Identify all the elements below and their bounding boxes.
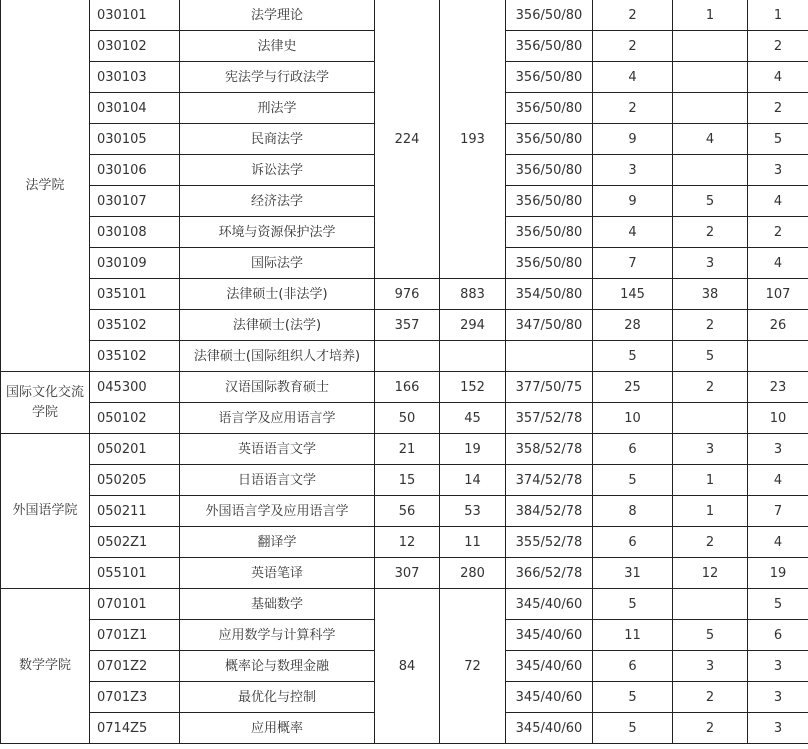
- major-name-cell: 基础数学: [180, 589, 375, 620]
- major-code-cell: 0701Z1: [90, 620, 180, 651]
- admitted-count-cell: 4: [593, 217, 673, 248]
- admitted-count-cell: 6: [593, 651, 673, 682]
- recommended-cell: 19: [440, 434, 506, 465]
- first-choice-cell: 1: [673, 496, 748, 527]
- recommended-cell: [440, 341, 506, 372]
- score-line-cell: 374/52/78: [506, 465, 593, 496]
- adjusted-count-cell: 3: [748, 434, 808, 465]
- major-code-cell: 030106: [90, 155, 180, 186]
- admitted-count-cell: 5: [593, 589, 673, 620]
- score-line-cell: 345/40/60: [506, 589, 593, 620]
- first-choice-cell: 2: [673, 713, 748, 744]
- score-line-cell: 345/40/60: [506, 713, 593, 744]
- first-choice-cell: 5: [673, 620, 748, 651]
- table-row: [1, 558, 808, 589]
- recommended-cell: 72: [440, 589, 506, 744]
- recommended-cell: 11: [440, 527, 506, 558]
- score-line-cell: 345/40/60: [506, 620, 593, 651]
- quota-cell: 224: [375, 0, 440, 279]
- major-name-cell: 翻译学: [180, 527, 375, 558]
- major-name-cell: 法律硕士(非法学): [180, 279, 375, 310]
- adjusted-count-cell: 4: [748, 527, 808, 558]
- score-line-cell: 358/52/78: [506, 434, 593, 465]
- admitted-count-cell: 5: [593, 682, 673, 713]
- first-choice-cell: 1: [673, 465, 748, 496]
- major-code-cell: 050201: [90, 434, 180, 465]
- admitted-count-cell: 31: [593, 558, 673, 589]
- quota-cell: 84: [375, 589, 440, 744]
- recommended-cell: 152: [440, 372, 506, 403]
- major-code-cell: 030109: [90, 248, 180, 279]
- major-code-cell: 070101: [90, 589, 180, 620]
- major-code-cell: 045300: [90, 372, 180, 403]
- adjusted-count-cell: 4: [748, 186, 808, 217]
- admitted-count-cell: 2: [593, 0, 673, 31]
- quota-cell: [375, 341, 440, 372]
- score-line-cell: 377/50/75: [506, 372, 593, 403]
- major-name-cell: 汉语国际教育硕士: [180, 372, 375, 403]
- score-line-cell: 366/52/78: [506, 558, 593, 589]
- major-name-cell: 语言学及应用语言学: [180, 403, 375, 434]
- admitted-count-cell: 25: [593, 372, 673, 403]
- major-name-cell: 最优化与控制: [180, 682, 375, 713]
- admissions-table-body: [1, 0, 808, 744]
- major-name-cell: 诉讼法学: [180, 155, 375, 186]
- major-code-cell: 030101: [90, 0, 180, 31]
- first-choice-cell: 3: [673, 434, 748, 465]
- first-choice-cell: 2: [673, 682, 748, 713]
- first-choice-cell: 4: [673, 124, 748, 155]
- adjusted-count-cell: 6: [748, 620, 808, 651]
- recommended-cell: 883: [440, 279, 506, 310]
- major-name-cell: 英语语言文学: [180, 434, 375, 465]
- score-line-cell: 356/50/80: [506, 155, 593, 186]
- admitted-count-cell: 28: [593, 310, 673, 341]
- quota-cell: 12: [375, 527, 440, 558]
- table-row: [1, 403, 808, 434]
- quota-cell: 307: [375, 558, 440, 589]
- first-choice-cell: 3: [673, 651, 748, 682]
- score-line-cell: 345/40/60: [506, 651, 593, 682]
- first-choice-cell: 2: [673, 310, 748, 341]
- adjusted-count-cell: 5: [748, 124, 808, 155]
- score-line-cell: 345/40/60: [506, 682, 593, 713]
- score-line-cell: 384/52/78: [506, 496, 593, 527]
- major-code-cell: 0714Z5: [90, 713, 180, 744]
- first-choice-cell: 2: [673, 372, 748, 403]
- first-choice-cell: [673, 62, 748, 93]
- major-name-cell: 日语语言文学: [180, 465, 375, 496]
- first-choice-cell: [673, 589, 748, 620]
- major-name-cell: 民商法学: [180, 124, 375, 155]
- major-code-cell: 0701Z2: [90, 651, 180, 682]
- score-line-cell: 356/50/80: [506, 62, 593, 93]
- quota-cell: 166: [375, 372, 440, 403]
- adjusted-count-cell: 5: [748, 589, 808, 620]
- admitted-count-cell: 6: [593, 434, 673, 465]
- first-choice-cell: 2: [673, 527, 748, 558]
- recommended-cell: 193: [440, 0, 506, 279]
- major-code-cell: 0502Z1: [90, 527, 180, 558]
- table-row: [1, 310, 808, 341]
- admitted-count-cell: 5: [593, 713, 673, 744]
- admitted-count-cell: 11: [593, 620, 673, 651]
- score-line-cell: 347/50/80: [506, 310, 593, 341]
- admitted-count-cell: 2: [593, 93, 673, 124]
- major-code-cell: 035102: [90, 310, 180, 341]
- major-name-cell: 英语笔译: [180, 558, 375, 589]
- table-row: [1, 279, 808, 310]
- table-row: [1, 527, 808, 558]
- major-name-cell: 法律硕士(法学): [180, 310, 375, 341]
- admitted-count-cell: 2: [593, 31, 673, 62]
- quota-cell: 21: [375, 434, 440, 465]
- adjusted-count-cell: 3: [748, 713, 808, 744]
- major-code-cell: 0701Z3: [90, 682, 180, 713]
- admitted-count-cell: 3: [593, 155, 673, 186]
- major-name-cell: 法律史: [180, 31, 375, 62]
- quota-cell: 976: [375, 279, 440, 310]
- admitted-count-cell: 4: [593, 62, 673, 93]
- college-cell: 外国语学院: [1, 434, 90, 589]
- major-code-cell: 050205: [90, 465, 180, 496]
- major-code-cell: 055101: [90, 558, 180, 589]
- first-choice-cell: [673, 31, 748, 62]
- adjusted-count-cell: 3: [748, 682, 808, 713]
- quota-cell: 15: [375, 465, 440, 496]
- first-choice-cell: 2: [673, 217, 748, 248]
- admitted-count-cell: 5: [593, 465, 673, 496]
- adjusted-count-cell: 7: [748, 496, 808, 527]
- score-line-cell: 357/52/78: [506, 403, 593, 434]
- quota-cell: 357: [375, 310, 440, 341]
- college-cell: 法学院: [1, 0, 90, 372]
- adjusted-count-cell: 4: [748, 465, 808, 496]
- adjusted-count-cell: 2: [748, 31, 808, 62]
- recommended-cell: 45: [440, 403, 506, 434]
- admitted-count-cell: 145: [593, 279, 673, 310]
- adjusted-count-cell: 10: [748, 403, 808, 434]
- adjusted-count-cell: [748, 341, 808, 372]
- score-line-cell: 356/50/80: [506, 31, 593, 62]
- adjusted-count-cell: 26: [748, 310, 808, 341]
- major-name-cell: 法律硕士(国际组织人才培养): [180, 341, 375, 372]
- admitted-count-cell: 6: [593, 527, 673, 558]
- adjusted-count-cell: 2: [748, 93, 808, 124]
- major-name-cell: 国际法学: [180, 248, 375, 279]
- quota-cell: 56: [375, 496, 440, 527]
- first-choice-cell: 38: [673, 279, 748, 310]
- first-choice-cell: 12: [673, 558, 748, 589]
- score-line-cell: 356/50/80: [506, 248, 593, 279]
- major-code-cell: 035102: [90, 341, 180, 372]
- major-name-cell: 环境与资源保护法学: [180, 217, 375, 248]
- major-name-cell: 经济法学: [180, 186, 375, 217]
- score-line-cell: 354/50/80: [506, 279, 593, 310]
- major-code-cell: 030105: [90, 124, 180, 155]
- table-row: [1, 434, 808, 465]
- adjusted-count-cell: 2: [748, 217, 808, 248]
- adjusted-count-cell: 3: [748, 155, 808, 186]
- admitted-count-cell: 5: [593, 341, 673, 372]
- table-row: [1, 341, 808, 372]
- recommended-cell: 53: [440, 496, 506, 527]
- admitted-count-cell: 8: [593, 496, 673, 527]
- college-cell: 数学学院: [1, 589, 90, 744]
- score-line-cell: 356/50/80: [506, 93, 593, 124]
- major-name-cell: 概率论与数理金融: [180, 651, 375, 682]
- table-row: [1, 465, 808, 496]
- major-name-cell: 法学理论: [180, 0, 375, 31]
- major-code-cell: 030103: [90, 62, 180, 93]
- score-line-cell: 356/50/80: [506, 217, 593, 248]
- first-choice-cell: 3: [673, 248, 748, 279]
- major-code-cell: 050211: [90, 496, 180, 527]
- recommended-cell: 280: [440, 558, 506, 589]
- admitted-count-cell: 7: [593, 248, 673, 279]
- table-row: [1, 0, 808, 31]
- major-name-cell: 宪法学与行政法学: [180, 62, 375, 93]
- score-line-cell: 356/50/80: [506, 0, 593, 31]
- admitted-count-cell: 9: [593, 186, 673, 217]
- major-code-cell: 030107: [90, 186, 180, 217]
- major-code-cell: 030108: [90, 217, 180, 248]
- admitted-count-cell: 10: [593, 403, 673, 434]
- college-cell: 国际文化交流学院: [1, 372, 90, 434]
- table-row: [1, 372, 808, 403]
- major-name-cell: 外国语言学及应用语言学: [180, 496, 375, 527]
- adjusted-count-cell: 107: [748, 279, 808, 310]
- score-line-cell: 356/50/80: [506, 186, 593, 217]
- first-choice-cell: [673, 93, 748, 124]
- adjusted-count-cell: 1: [748, 0, 808, 31]
- major-name-cell: 应用数学与计算科学: [180, 620, 375, 651]
- first-choice-cell: 1: [673, 0, 748, 31]
- admitted-count-cell: 9: [593, 124, 673, 155]
- first-choice-cell: [673, 155, 748, 186]
- first-choice-cell: 5: [673, 186, 748, 217]
- adjusted-count-cell: 23: [748, 372, 808, 403]
- first-choice-cell: 5: [673, 341, 748, 372]
- quota-cell: 50: [375, 403, 440, 434]
- score-line-cell: 355/52/78: [506, 527, 593, 558]
- table-row: [1, 589, 808, 620]
- adjusted-count-cell: 19: [748, 558, 808, 589]
- major-code-cell: 030104: [90, 93, 180, 124]
- adjusted-count-cell: 4: [748, 248, 808, 279]
- major-name-cell: 应用概率: [180, 713, 375, 744]
- table-row: [1, 496, 808, 527]
- major-code-cell: 050102: [90, 403, 180, 434]
- major-name-cell: 刑法学: [180, 93, 375, 124]
- recommended-cell: 294: [440, 310, 506, 341]
- major-code-cell: 030102: [90, 31, 180, 62]
- major-code-cell: 035101: [90, 279, 180, 310]
- score-line-cell: 356/50/80: [506, 124, 593, 155]
- score-line-cell: [506, 341, 593, 372]
- first-choice-cell: [673, 403, 748, 434]
- recommended-cell: 14: [440, 465, 506, 496]
- adjusted-count-cell: 4: [748, 62, 808, 93]
- adjusted-count-cell: 3: [748, 651, 808, 682]
